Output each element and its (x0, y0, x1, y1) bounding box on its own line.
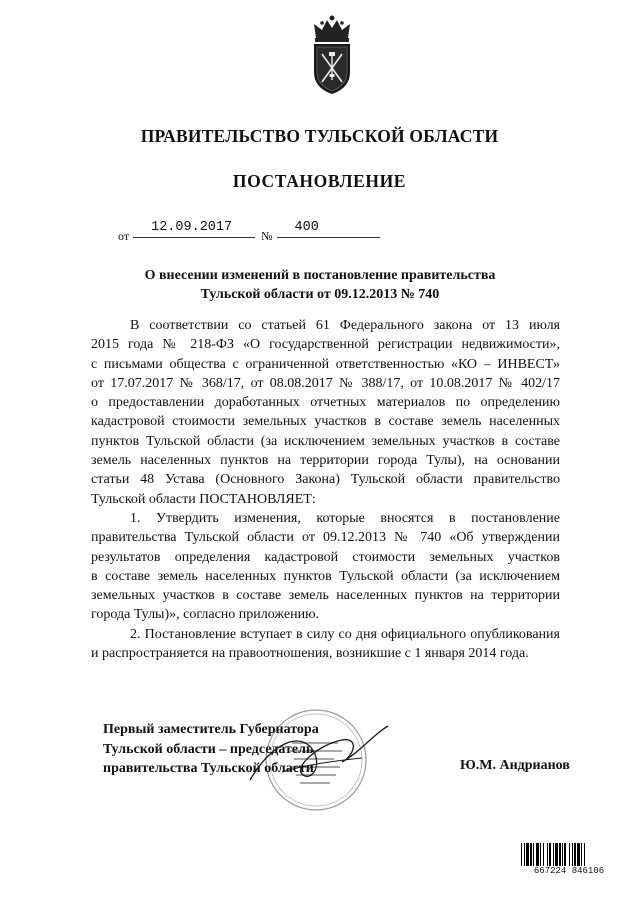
date-number-line (118, 220, 380, 244)
document-type: ПОСТАНОВЛЕНИЕ (232, 171, 407, 191)
document-number: 400 (277, 220, 380, 238)
body-line: и распространяется на правоотношения, возникшие с 1 января 2014 года. (91, 646, 529, 662)
body-line: 1. Утвердить изменения, которые вносятся в постановление (130, 510, 560, 526)
body-line: 2015 года № 218-ФЗ «О государственной регистрации недвижимости», (91, 337, 560, 353)
date-prefix: от (118, 229, 130, 243)
document-heading (110, 266, 530, 304)
body-line: статьи 48 Устава (Основного Закона) Тульской области правительство (91, 472, 560, 488)
body-line: правительства Тульской области от 09.12.2013 № 740 «Об утверждении (91, 530, 560, 546)
body-line: 2. Постановление вступает в силу со дня официального опубликования (130, 626, 560, 642)
barcode-number: 667224 846106 (521, 866, 617, 876)
body-line: о предоставлении доработанных отчетных материалов по определению (91, 395, 560, 411)
body-line: в составе земель населенных пунктов Тульской области (за исключением (91, 568, 560, 584)
document-date: 12.09.2017 (133, 220, 255, 238)
body-line: города Тулы)», согласно приложению. (91, 607, 320, 623)
signatory-line: Тульской области – председатель (103, 741, 314, 757)
heading-line: Тульской области от 09.12.2013 № 740 (200, 287, 440, 302)
heading-line: О внесении изменений в постановление правительства (144, 268, 496, 283)
number-prefix: № (261, 229, 273, 243)
signatory-name: Ю.М. Андрианов (460, 758, 570, 773)
body-line: Тульской области ПОСТАНОВЛЯЕТ: (91, 491, 316, 507)
body-line: с письмами общества с ограниченной ответственностью «КО – ИНВЕСТ» (91, 356, 560, 372)
body-line: земель населенных пунктов на территории города Тулы), на основании (91, 453, 560, 469)
body-line: земельных участков в составе земель населенных пунктов на территории (91, 588, 560, 604)
body-line: пунктов Тульской области (за исключением земельных участков в составе (91, 433, 560, 449)
body-line: кадастровой стоимости земельных участков в составе земель населенных (91, 414, 560, 430)
signatory-line: правительства Тульской области (103, 761, 314, 776)
body-line: от 17.07.2017 № 368/17, от 08.08.2017 № 388/17, от 10.08.2017 № 402/17 (91, 375, 560, 391)
signatory-line: Первый заместитель Губернатора (103, 722, 319, 737)
document-body (91, 316, 560, 663)
coat-of-arms-icon (300, 14, 364, 96)
page-title: ПРАВИТЕЛЬСТВО ТУЛЬСКОЙ ОБЛАСТИ (140, 126, 499, 146)
body-line: результатов определения кадастровой стоимости земельных участков (91, 549, 560, 565)
body-line: В соответствии со статьей 61 Федерального закона от 13 июля (130, 318, 560, 333)
barcode-icon (520, 843, 618, 883)
signatory-position (103, 720, 319, 779)
